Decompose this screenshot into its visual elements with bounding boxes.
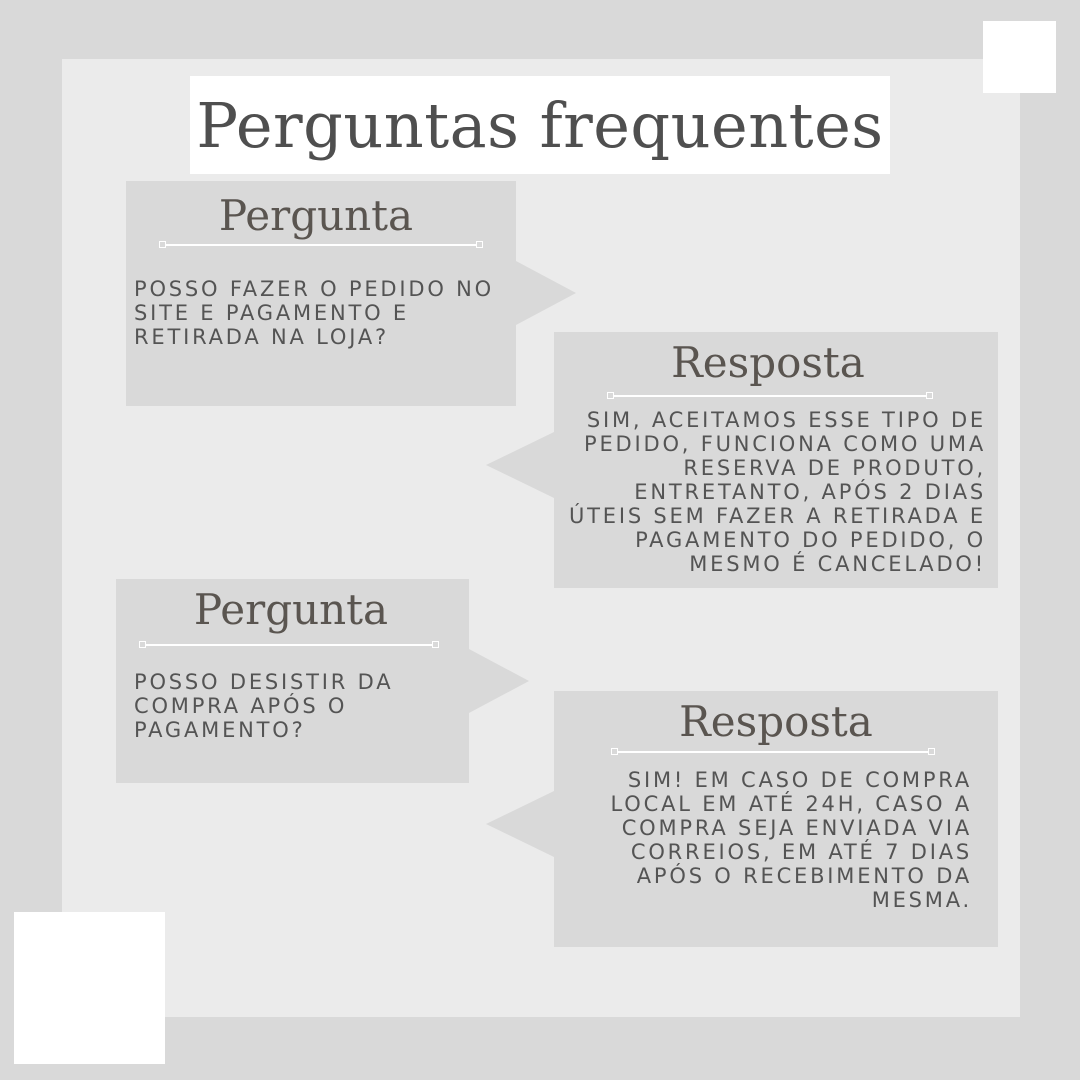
question-text-2: POSSO DESISTIR DA COMPRA APÓS O PAGAMENTO? <box>134 670 394 742</box>
heading-divider <box>614 751 932 753</box>
corner-square-bottom-left <box>14 912 165 1064</box>
answer-text-1: SIM, ACEITAMOS ESSE TIPO DE PEDIDO, FUNCIONA COMO UMA RESERVA DE PRODUTO, ENTRETANTO, APÓS 2 DIAS ÚTEIS SEM FAZER A RETIRADA E PAGAMENTO DO PEDIDO, O MESMO É CANCELADO! <box>568 408 986 576</box>
answer-card-2 <box>554 691 998 947</box>
question-heading-1: Pergunta <box>218 191 414 240</box>
answer-heading-1: Resposta <box>671 338 865 387</box>
answer-text-2: SIM! EM CASO DE COMPRA LOCAL EM ATÉ 24H, CASO A COMPRA SEJA ENVIADA VIA CORREIOS, EM ATÉ 7 DIAS APÓS O RECEBIMENTO DA MESMA. <box>610 768 972 912</box>
speech-pointer-right <box>469 649 529 713</box>
title-box <box>190 76 890 174</box>
speech-pointer-left <box>486 432 554 498</box>
heading-divider <box>610 395 930 397</box>
speech-pointer-right <box>516 261 576 325</box>
heading-divider <box>142 644 436 646</box>
speech-pointer-left <box>486 791 554 857</box>
question-heading-2: Pergunta <box>193 585 389 634</box>
question-card-1 <box>126 181 516 406</box>
heading-divider <box>162 244 480 246</box>
corner-square-top-right <box>983 21 1056 93</box>
page-title: Perguntas frequentes <box>196 88 884 162</box>
question-card-2 <box>116 579 469 783</box>
answer-heading-2: Resposta <box>679 697 873 746</box>
question-text-1: POSSO FAZER O PEDIDO NO SITE E PAGAMENTO E RETIRADA NA LOJA? <box>134 277 495 349</box>
answer-card-1 <box>554 332 998 588</box>
